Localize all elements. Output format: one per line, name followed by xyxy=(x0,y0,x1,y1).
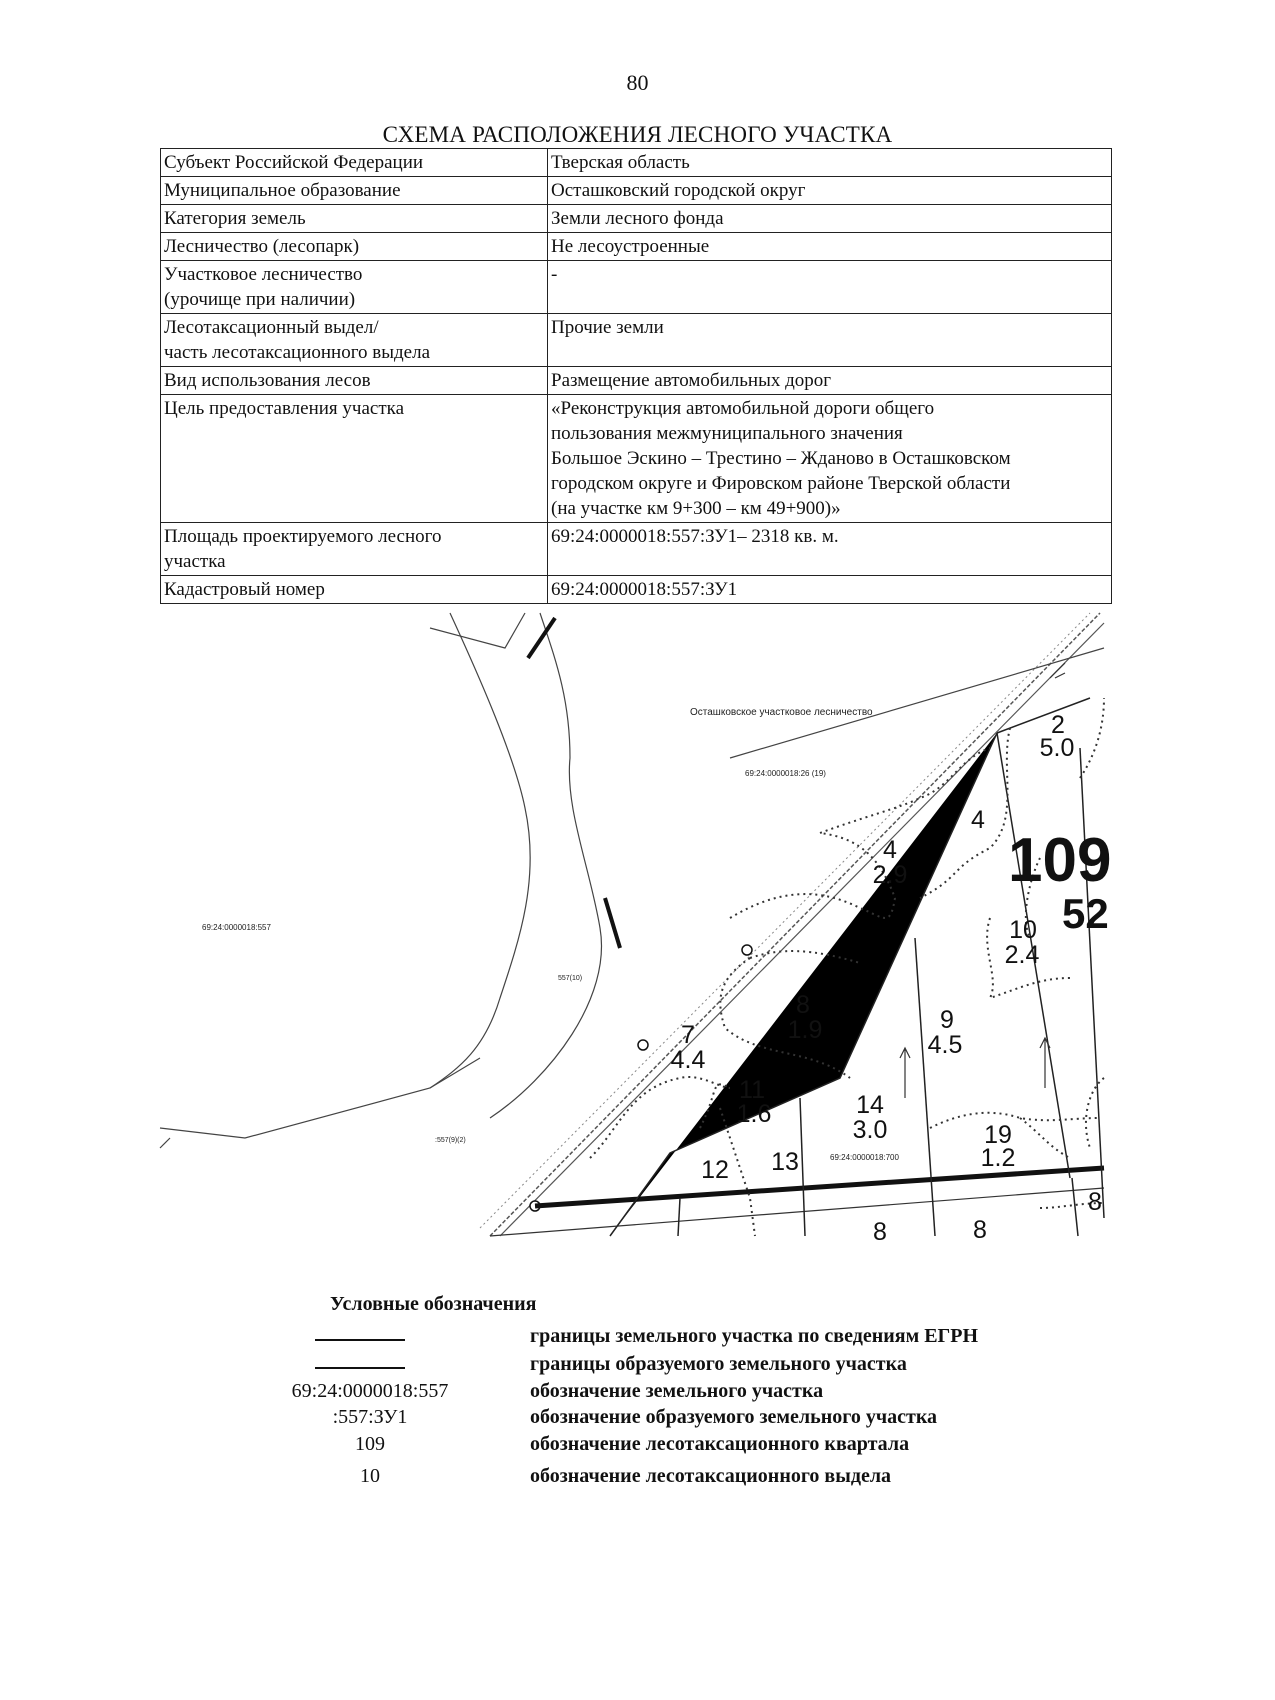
info-value: Прочие земли xyxy=(548,314,1112,367)
info-row xyxy=(161,177,1112,205)
quarter-number: 52 xyxy=(1062,890,1109,937)
legend-line-symbol xyxy=(315,1339,405,1341)
division-number: 4 xyxy=(971,806,985,834)
forest-plot-map xyxy=(160,618,1112,1246)
division-number: 8 xyxy=(873,1218,887,1246)
legend-description: обозначение лесотаксационного выдела xyxy=(530,1465,892,1487)
river-mark-1 xyxy=(528,618,555,658)
legend-description: границы образуемого земельного участка xyxy=(530,1353,907,1375)
info-key: Муниципальное образование xyxy=(161,177,548,205)
division-number: 10 xyxy=(1009,916,1037,944)
info-row xyxy=(161,395,1112,523)
division-number: 8 xyxy=(973,1216,987,1244)
legend-row xyxy=(270,1353,1070,1383)
arrow-mark xyxy=(900,1048,910,1098)
info-row xyxy=(161,314,1112,367)
info-value: «Реконструкция автомобильной дороги общего пользования межмуниципального значения Большое Эскино – Трестино – Жданово в Осташковском городском округе и Фировском районе Тверской области (на участке км 9+300 – км 49+900)» xyxy=(548,395,1112,523)
district-label: Осташковское участковое лесничество xyxy=(690,707,873,718)
boundary-point xyxy=(742,945,752,955)
division-area: 2.9 xyxy=(872,861,908,889)
quarter-line xyxy=(1072,1178,1078,1236)
parcel-info-table xyxy=(160,148,1112,604)
arrow-mark xyxy=(1050,663,1065,678)
info-key: Площадь проектируемого лесного участка xyxy=(161,523,548,576)
division-number: 7 xyxy=(681,1021,695,1049)
info-value: Не лесоустроенные xyxy=(548,233,1112,261)
legend-symbol: 10 xyxy=(360,1465,380,1487)
division-area: 5.0 xyxy=(1039,734,1075,762)
river-left-bank xyxy=(430,613,530,1088)
division-number: 8 xyxy=(796,991,810,1019)
quarter-number: 109 xyxy=(1008,826,1112,895)
arrow-mark xyxy=(1040,1038,1050,1088)
info-key: Субъект Российской Федерации xyxy=(161,149,548,177)
legend-symbol: :557:ЗУ1 xyxy=(332,1406,408,1428)
info-row xyxy=(161,233,1112,261)
small-label: 557(10) xyxy=(558,975,583,982)
division-number: 9 xyxy=(940,1006,954,1034)
info-key: Вид использования лесов xyxy=(161,367,548,395)
legend-description: обозначение лесотаксационного квартала xyxy=(530,1433,910,1455)
river-right-bank xyxy=(490,613,602,1118)
division-boundary xyxy=(1020,1118,1070,1158)
info-key: Лесничество (лесопарк) xyxy=(161,233,548,261)
division-area: 2.4 xyxy=(1004,941,1040,969)
info-key: Лесотаксационный выдел/ часть лесотаксационного выдела xyxy=(161,314,548,367)
quarter-line xyxy=(678,1198,680,1236)
parcel-700-label: 69:24:0000018:700 xyxy=(830,1153,899,1162)
info-row xyxy=(161,149,1112,177)
quarter-line xyxy=(915,938,935,1236)
division-area: 3.0 xyxy=(852,1116,888,1144)
info-value: - xyxy=(548,261,1112,314)
lower-left-line xyxy=(160,1058,480,1138)
legend-line-symbol xyxy=(315,1367,405,1369)
boundary-point xyxy=(638,1040,648,1050)
egrn-boundary-thin xyxy=(490,1188,1104,1236)
legend-row xyxy=(270,1465,1070,1495)
division-area: 1.6 xyxy=(736,1100,772,1128)
info-value: 69:24:0000018:557:ЗУ1– 2318 кв. м. xyxy=(548,523,1112,576)
division-number: 8 xyxy=(1088,1188,1102,1216)
legend-title: Условные обозначения xyxy=(330,1293,537,1315)
division-boundary xyxy=(1086,1078,1104,1148)
division-area: 1.2 xyxy=(980,1144,1016,1172)
legend-description: границы земельного участка по сведениям ЕГРН xyxy=(530,1325,979,1347)
info-key: Категория земель xyxy=(161,205,548,233)
river-mark-2 xyxy=(605,898,620,948)
division-number: 19 xyxy=(984,1121,1012,1149)
page-number: 80 xyxy=(626,70,649,95)
info-row xyxy=(161,205,1112,233)
info-row xyxy=(161,576,1112,604)
legend-symbol: 109 xyxy=(355,1433,385,1455)
parcel-26-label: 69:24:0000018:26 (19) xyxy=(745,769,826,778)
info-value: Осташковский городской округ xyxy=(548,177,1112,205)
legend-row xyxy=(270,1406,1070,1436)
division-area: 4.4 xyxy=(670,1046,706,1074)
quarter-line xyxy=(800,1098,805,1236)
legend-description: обозначение земельного участка xyxy=(530,1380,824,1402)
info-value: 69:24:0000018:557:ЗУ1 xyxy=(548,576,1112,604)
division-number: 14 xyxy=(856,1091,884,1119)
lower-line-2 xyxy=(160,1138,170,1148)
small-label: :557(9)(2) xyxy=(435,1137,466,1144)
info-key: Участковое лесничество (урочище при наличии) xyxy=(161,261,548,314)
legend-symbol: 69:24:0000018:557 xyxy=(291,1380,449,1402)
quarter-line xyxy=(610,733,997,1236)
document-title: СХЕМА РАСПОЛОЖЕНИЯ ЛЕСНОГО УЧАСТКА xyxy=(382,122,893,147)
division-boundary xyxy=(930,1113,1100,1128)
parcel-557-label: 69:24:0000018:557 xyxy=(202,923,271,932)
info-value: Размещение автомобильных дорог xyxy=(548,367,1112,395)
info-row xyxy=(161,261,1112,314)
info-row xyxy=(161,523,1112,576)
division-number: 2 xyxy=(1051,711,1065,739)
quarter-line xyxy=(1080,748,1104,1218)
info-key: Цель предоставления участка xyxy=(161,395,548,523)
division-number: 4 xyxy=(883,836,897,864)
division-boundary xyxy=(1080,698,1104,778)
info-value: Земли лесного фонда xyxy=(548,205,1112,233)
division-number: 12 xyxy=(701,1156,729,1184)
stream-line xyxy=(430,613,525,648)
division-number: 11 xyxy=(739,1076,765,1104)
info-row xyxy=(161,367,1112,395)
legend-description: обозначение образуемого земельного участка xyxy=(530,1406,938,1428)
info-value: Тверская область xyxy=(548,149,1112,177)
egrn-boundary xyxy=(535,1168,1104,1206)
info-key: Кадастровый номер xyxy=(161,576,548,604)
legend-row xyxy=(270,1325,1070,1355)
division-area: 1.9 xyxy=(787,1016,823,1044)
legend-row xyxy=(270,1433,1070,1463)
division-area: 4.5 xyxy=(927,1031,963,1059)
division-number: 13 xyxy=(771,1148,799,1176)
